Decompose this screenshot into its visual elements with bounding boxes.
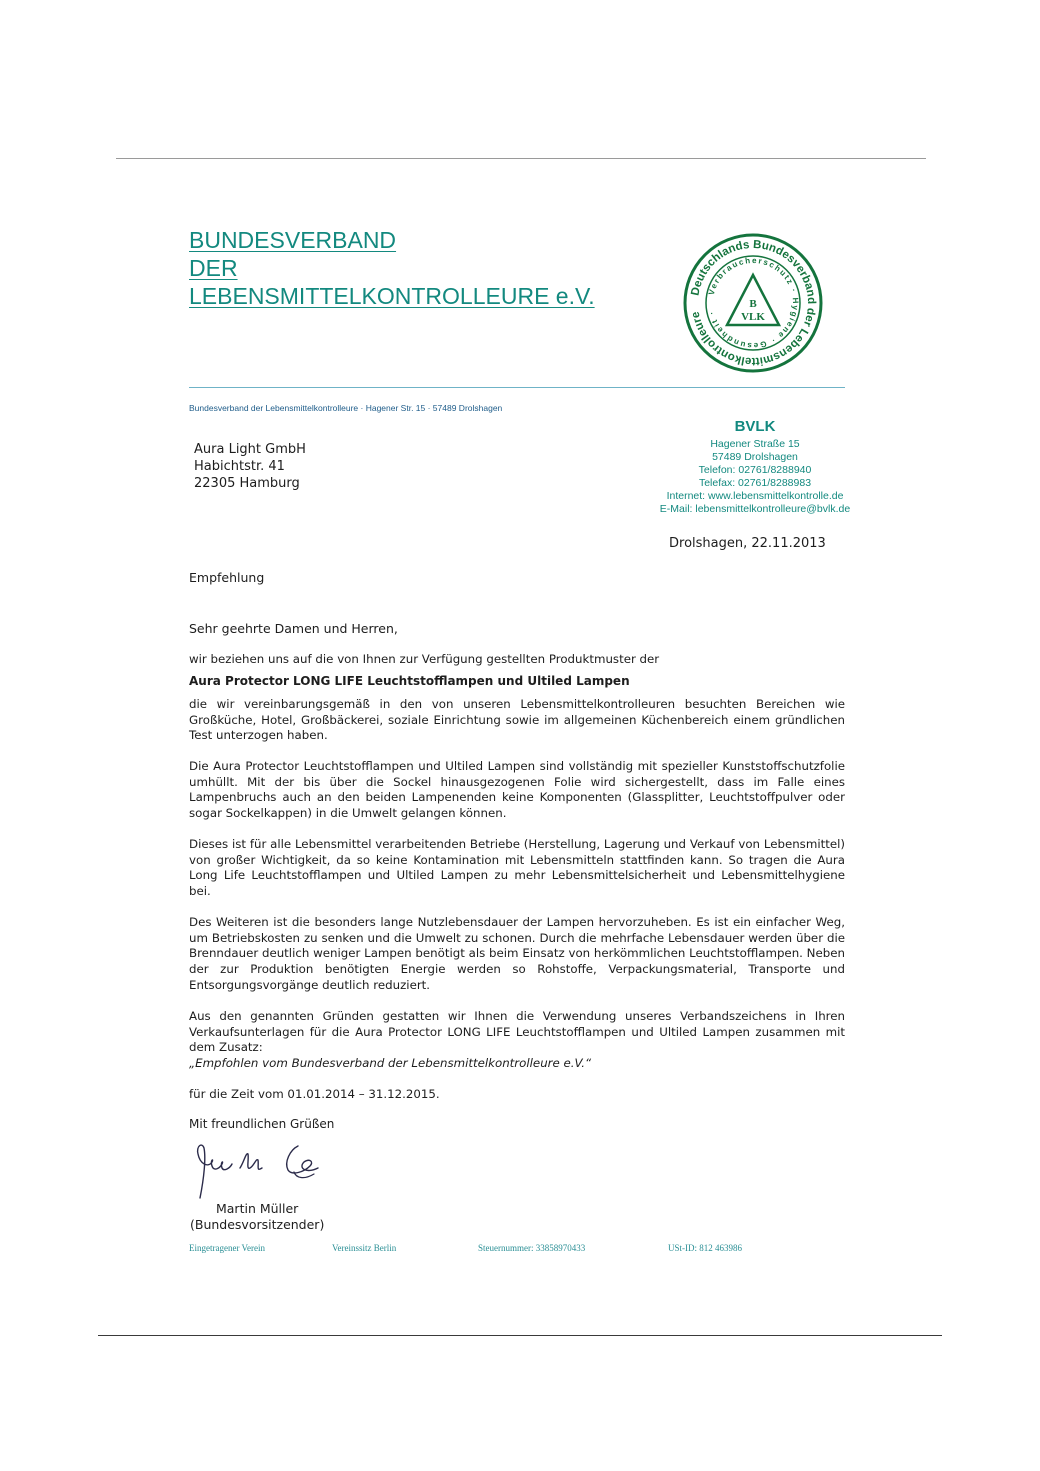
seal-center-abbr: VLK [741, 311, 765, 323]
recipient-line: Aura Light GmbH [194, 442, 306, 457]
footer-registration: Eingetragener Verein [189, 1243, 266, 1253]
letterhead-divider [189, 387, 845, 388]
contact-email: E-Mail: lebensmittelkontrolleure@bvlk.de [659, 503, 851, 515]
signer-role: (Bundesvorsitzender) [190, 1217, 325, 1232]
sender-address-line: Bundesverband der Lebensmittelkontrolleure · Hagener Str. 15 · 57489 Drolshagen [189, 403, 503, 413]
contact-website: Internet: www.lebensmittelkontrolle.de [666, 490, 844, 502]
organization-name [189, 226, 595, 310]
closing: Mit freundlichen Grüßen [189, 1117, 335, 1131]
org-name-line: LEBENSMITTELKONTROLLEURE e.V. [189, 283, 595, 309]
paragraph-text: Aus den genannten Gründen gestatten wir Ihnen die Verwendung unseres Verbandszeichens in Ihren Verkaufsunterlagen für die Aura Protector LONG LIFE Leuchtstofflampen und Ultiled Lampen zusammen mit dem Zusatz: [189, 1009, 845, 1055]
top-divider [116, 158, 926, 159]
paragraph: Des Weiteren ist die besonders lange Nutzlebensdauer der Lampen hervorzuheben. Es ist ein einfacher Weg, um Betriebskosten zu senken und die Umwelt zu schonen. Durch die mehrfache Lebensdauer werden über die Brenndauer deutlich weniger Lampen benötigt als beim Einsatz von herkömmlichen Leuchtstofflampen. Neben der zur Produktion benötigten Energie werden so Rohstoffe, Verpackungsmaterial, Transporte und Entsorgungsvorgänge deutlich reduziert. [189, 915, 845, 992]
association-seal [683, 233, 823, 373]
contact-abbreviation: BVLK [734, 418, 776, 435]
product-name: Aura Protector LONG LIFE Leuchtstofflampen und Ultiled Lampen [189, 674, 630, 688]
contact-fax: Telefax: 02761/8288983 [698, 477, 812, 489]
footer-vat-id: USt-ID: 812 463986 [668, 1243, 742, 1253]
footer-seat: Vereinssitz Berlin [332, 1243, 397, 1253]
seal-center-letter: B [749, 298, 757, 310]
letter-date: Drolshagen, 22.11.2013 [669, 536, 826, 551]
contact-city: 57489 Drolshagen [712, 451, 798, 463]
handwritten-signature [186, 1138, 336, 1204]
contact-phone: Telefon: 02761/8288940 [698, 464, 812, 476]
recipient-line: 22305 Hamburg [194, 476, 300, 491]
recipient-line: Habichtstr. 41 [194, 459, 285, 474]
paragraph [189, 1009, 845, 1072]
validity-period: für die Zeit vom 01.01.2014 – 31.12.2015. [189, 1087, 440, 1101]
org-name-line: DER [189, 255, 238, 281]
paragraph: Dieses ist für alle Lebensmittel verarbeitenden Betriebe (Herstellung, Lagerung und Verkauf von Lebensmittel) von großer Wichtigkeit, da so keine Kontamination mit Lebensmitteln stattfinden kann. So tragen die Aura Long Life Leuchtstofflampen und Ultiled Lampen zu mehr Lebensmittelsicherheit und Lebensmittelhygiene bei. [189, 837, 845, 899]
seal-ring-text: Deutschlands Bundesverband der Lebensmittelkontrolleure [689, 238, 818, 368]
salutation: Sehr geehrte Damen und Herren, [189, 621, 398, 636]
seal-inner-text: Verbraucherschutz · Hygiene · Gesundheit · [706, 255, 801, 351]
signer-block [190, 1201, 324, 1233]
org-name-line: BUNDESVERBAND [189, 227, 397, 253]
recipient-address [194, 441, 306, 492]
paragraph: Die Aura Protector Leuchtstofflampen und Ultiled Lampen sind vollständig mit spezieller Kunststoffschutzfolie umhüllt. Mit der bis über die Sockel hinausgezogenen Folie wird sichergestellt, dass im Falle eines Lampenbruchs auch an den beiden Lampenenden keine Komponenten (Glassplitter, Leuchtstoffpulver oder sogar Sockelkappen) in die Umwelt gelangen können. [189, 759, 845, 821]
contact-street: Hagener Straße 15 [710, 438, 800, 450]
paragraph: die wir vereinbarungsgemäß in den von unseren Lebensmittelkontrolleuren besuchten Bereichen wie Großküche, Hotel, Großbäckerei, soziale Einrichtung sowie im allgemeinen Küchenbereich einem gründlichen Test unterzogen haben. [189, 697, 845, 743]
signer-name: Martin Müller [215, 1201, 299, 1216]
contact-block [600, 418, 910, 516]
endorsement-quote: „Empfohlen vom Bundesverband der Lebensmittelkontrolleure e.V.“ [189, 1056, 592, 1071]
bottom-divider [98, 1335, 942, 1336]
footer-tax-number: Steuernummer: 33858970433 [478, 1243, 586, 1253]
paragraph-intro: wir beziehen uns auf die von Ihnen zur Verfügung gestellten Produktmuster der [189, 652, 660, 666]
letter-subject: Empfehlung [189, 570, 265, 585]
